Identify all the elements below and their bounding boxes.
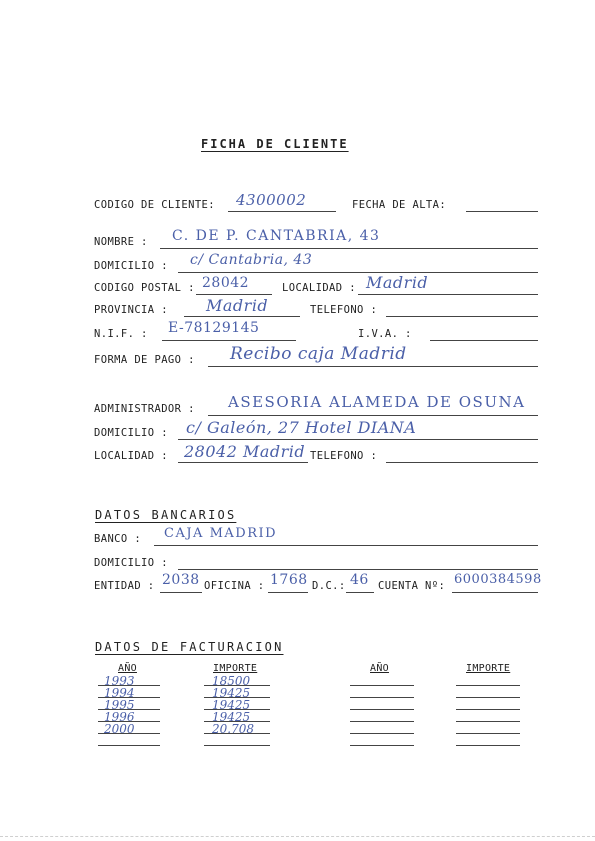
banco-domicilio-label: DOMICILIO : <box>94 557 168 569</box>
fecha-alta-line <box>466 211 538 212</box>
table-line <box>204 745 270 746</box>
administrador-label: ADMINISTRADOR : <box>94 403 195 415</box>
localidad-line <box>358 294 538 295</box>
cuenta-value: 6000384598 <box>454 572 542 587</box>
entidad-line <box>160 592 202 593</box>
row-4-importe: 19425 <box>212 710 251 724</box>
page-title: FICHA DE CLIENTE <box>201 137 349 151</box>
admin-domicilio-label: DOMICILIO : <box>94 427 168 439</box>
table-line <box>456 721 520 722</box>
row-3-importe: 19425 <box>212 698 251 712</box>
dc-label: D.C.: <box>312 580 346 592</box>
nif-label: N.I.F. : <box>94 328 148 340</box>
administrador-line <box>208 415 538 416</box>
col-ano-1: AÑO <box>118 663 137 674</box>
row-2-importe: 19425 <box>212 686 251 700</box>
table-line <box>456 685 520 686</box>
forma-pago-label: FORMA DE PAGO : <box>94 354 195 366</box>
codigo-postal-label: CODIGO POSTAL : <box>94 282 195 294</box>
table-line <box>456 733 520 734</box>
table-line <box>350 709 414 710</box>
iva-line <box>430 340 538 341</box>
table-line <box>98 745 160 746</box>
codigo-cliente-value: 4300002 <box>236 191 307 209</box>
provincia-value: Madrid <box>206 296 269 315</box>
banco-domicilio-line <box>178 569 538 570</box>
oficina-value: 1768 <box>270 572 308 588</box>
row-5-importe: 20.708 <box>212 722 254 736</box>
codigo-postal-value: 28042 <box>202 275 250 291</box>
entidad-value: 2038 <box>162 572 200 588</box>
row-4-ano: 1996 <box>104 710 135 724</box>
table-line <box>350 733 414 734</box>
scan-edge <box>0 836 595 837</box>
row-3-ano: 1995 <box>104 698 135 712</box>
table-line <box>350 685 414 686</box>
nif-line <box>162 340 296 341</box>
codigo-cliente-line <box>228 211 336 212</box>
banco-label: BANCO : <box>94 533 142 545</box>
nif-value: E-78129145 <box>168 320 260 336</box>
localidad-value: Madrid <box>366 273 429 292</box>
admin-localidad-value: 28042 Madrid <box>184 442 306 461</box>
iva-label: I.V.A. : <box>358 328 412 340</box>
localidad-label: LOCALIDAD : <box>282 282 356 294</box>
telefono-line <box>386 316 538 317</box>
table-line <box>350 745 414 746</box>
admin-domicilio-value: c/ Galeón, 27 Hotel DIANA <box>186 418 417 437</box>
codigo-postal-line <box>196 294 272 295</box>
admin-telefono-label: TELEFONO : <box>310 450 378 462</box>
datos-facturacion-heading: DATOS DE FACTURACION <box>95 640 284 654</box>
administrador-value: ASESORIA ALAMEDA DE OSUNA <box>228 393 526 411</box>
forma-pago-value: Recibo caja Madrid <box>230 344 407 364</box>
table-line <box>456 709 520 710</box>
oficina-line <box>268 592 308 593</box>
row-2-ano: 1994 <box>104 686 135 700</box>
row-1-importe: 18500 <box>212 674 251 688</box>
domicilio-value: c/ Cantabria, 43 <box>190 252 313 268</box>
banco-value: CAJA MADRID <box>164 526 278 541</box>
dc-value: 46 <box>350 572 369 588</box>
admin-telefono-line <box>386 462 538 463</box>
provincia-line <box>184 316 300 317</box>
oficina-label: OFICINA : <box>204 580 265 592</box>
admin-localidad-line <box>178 462 308 463</box>
codigo-cliente-label: CODIGO DE CLIENTE: <box>94 199 215 211</box>
col-ano-2: AÑO <box>370 663 389 674</box>
nombre-value: C. DE P. CANTABRIA, 43 <box>172 228 381 244</box>
cuenta-line <box>452 592 538 593</box>
nombre-label: NOMBRE : <box>94 236 148 248</box>
table-line <box>456 697 520 698</box>
cuenta-label: CUENTA Nº: <box>378 580 446 592</box>
telefono-label: TELEFONO : <box>310 304 378 316</box>
fecha-alta-label: FECHA DE ALTA: <box>352 199 447 211</box>
datos-bancarios-heading: DATOS BANCARIOS <box>95 508 237 522</box>
row-1-ano: 1993 <box>104 674 135 688</box>
col-importe-2: IMPORTE <box>466 663 511 674</box>
table-line <box>350 721 414 722</box>
table-line <box>350 697 414 698</box>
forma-pago-line <box>208 366 538 367</box>
domicilio-label: DOMICILIO : <box>94 260 168 272</box>
provincia-label: PROVINCIA : <box>94 304 168 316</box>
col-importe-1: IMPORTE <box>213 663 258 674</box>
banco-line <box>154 545 538 546</box>
domicilio-line <box>178 272 538 273</box>
admin-domicilio-line <box>178 439 538 440</box>
row-5-ano: 2000 <box>104 722 135 736</box>
entidad-label: ENTIDAD : <box>94 580 155 592</box>
admin-localidad-label: LOCALIDAD : <box>94 450 168 462</box>
nombre-line <box>160 248 538 249</box>
table-line <box>456 745 520 746</box>
dc-line <box>346 592 374 593</box>
